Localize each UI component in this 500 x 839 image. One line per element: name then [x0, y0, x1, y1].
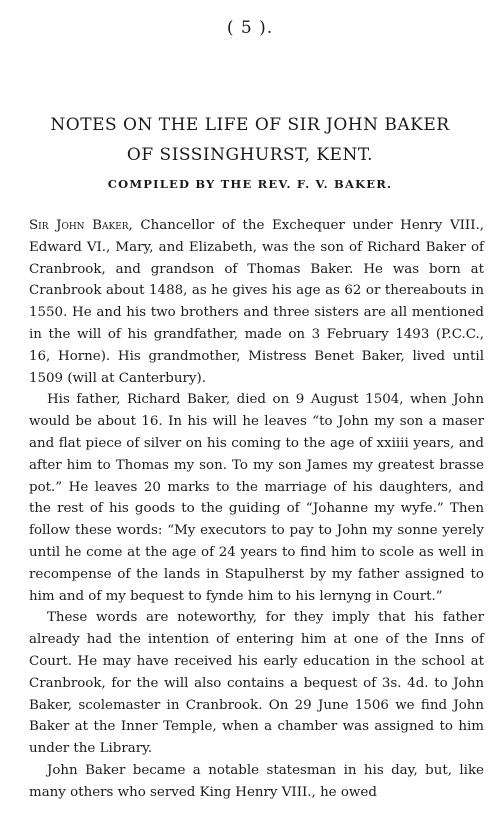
subject-name: Sir John Baker — [29, 218, 129, 233]
article-title — [20, 110, 480, 170]
article-body — [29, 215, 484, 804]
paragraph-2: His father, Richard Baker, died on 9 August 1504, when John would be about 16. In his will he leaves “to John my son a maser and flat piece of silver on his coming to the age of xxiiii years, and after him to Thomas my son. To my son James my greatest brasse pot.” He leaves 20 marks to the marriage of his daughters, and the rest of his goods to the guiding of “Johanne my wyfe.” Then follow these words: “My executors to pay to John my sonne yerely until he come at the age of 24 years to find him to scole as well in recompense of the lands in Stapulherst by my father assigned to him and of my bequest to fynde him to his lernyng in Court.” — [29, 392, 484, 604]
byline: COMPILED BY THE REV. F. V. BAKER. — [107, 177, 393, 191]
paragraph-1-text: , Chancellor of the Exchequer under Henry VIII., Edward VI., Mary, and Elizabeth, was the son of Richard Baker of Cranbrook, and grandson of Thomas Baker. He was born at Cranbrook about 1488, as he gives his age as 62 or thereabouts in 1550. He and his two brothers and three sisters are all mentioned in the will of his grandfather, made on 3 February 1493 (P.C.C., 16, Horne). His grandmother, Mistress Benet Baker, lived until 1509 (will at Canterbury). — [29, 218, 484, 386]
paragraph-1 — [29, 215, 484, 389]
paragraph-4: John Baker became a notable statesman in his day, but, like many others who served King Henry VIII., he owed — [29, 762, 484, 800]
page-number: ( 5 ). — [226, 18, 274, 38]
article-title-line-2: OF SISSINGHURST, KENT. — [126, 145, 374, 165]
article-title-line-1: NOTES ON THE LIFE OF SIR JOHN BAKER — [50, 115, 450, 135]
paragraph-3: These words are noteworthy, for they imply that his father already had the intention of entering him at one of the Inns of Court. He may have received his early education in the school at Cranbrook, for the will also contains a bequest of 3s. 4d. to John Baker, scolemaster in Cranbrook. On 29 June 1506 we find John Baker at the Inner Temple, when a chamber was assigned to him under the Library. — [29, 610, 484, 757]
